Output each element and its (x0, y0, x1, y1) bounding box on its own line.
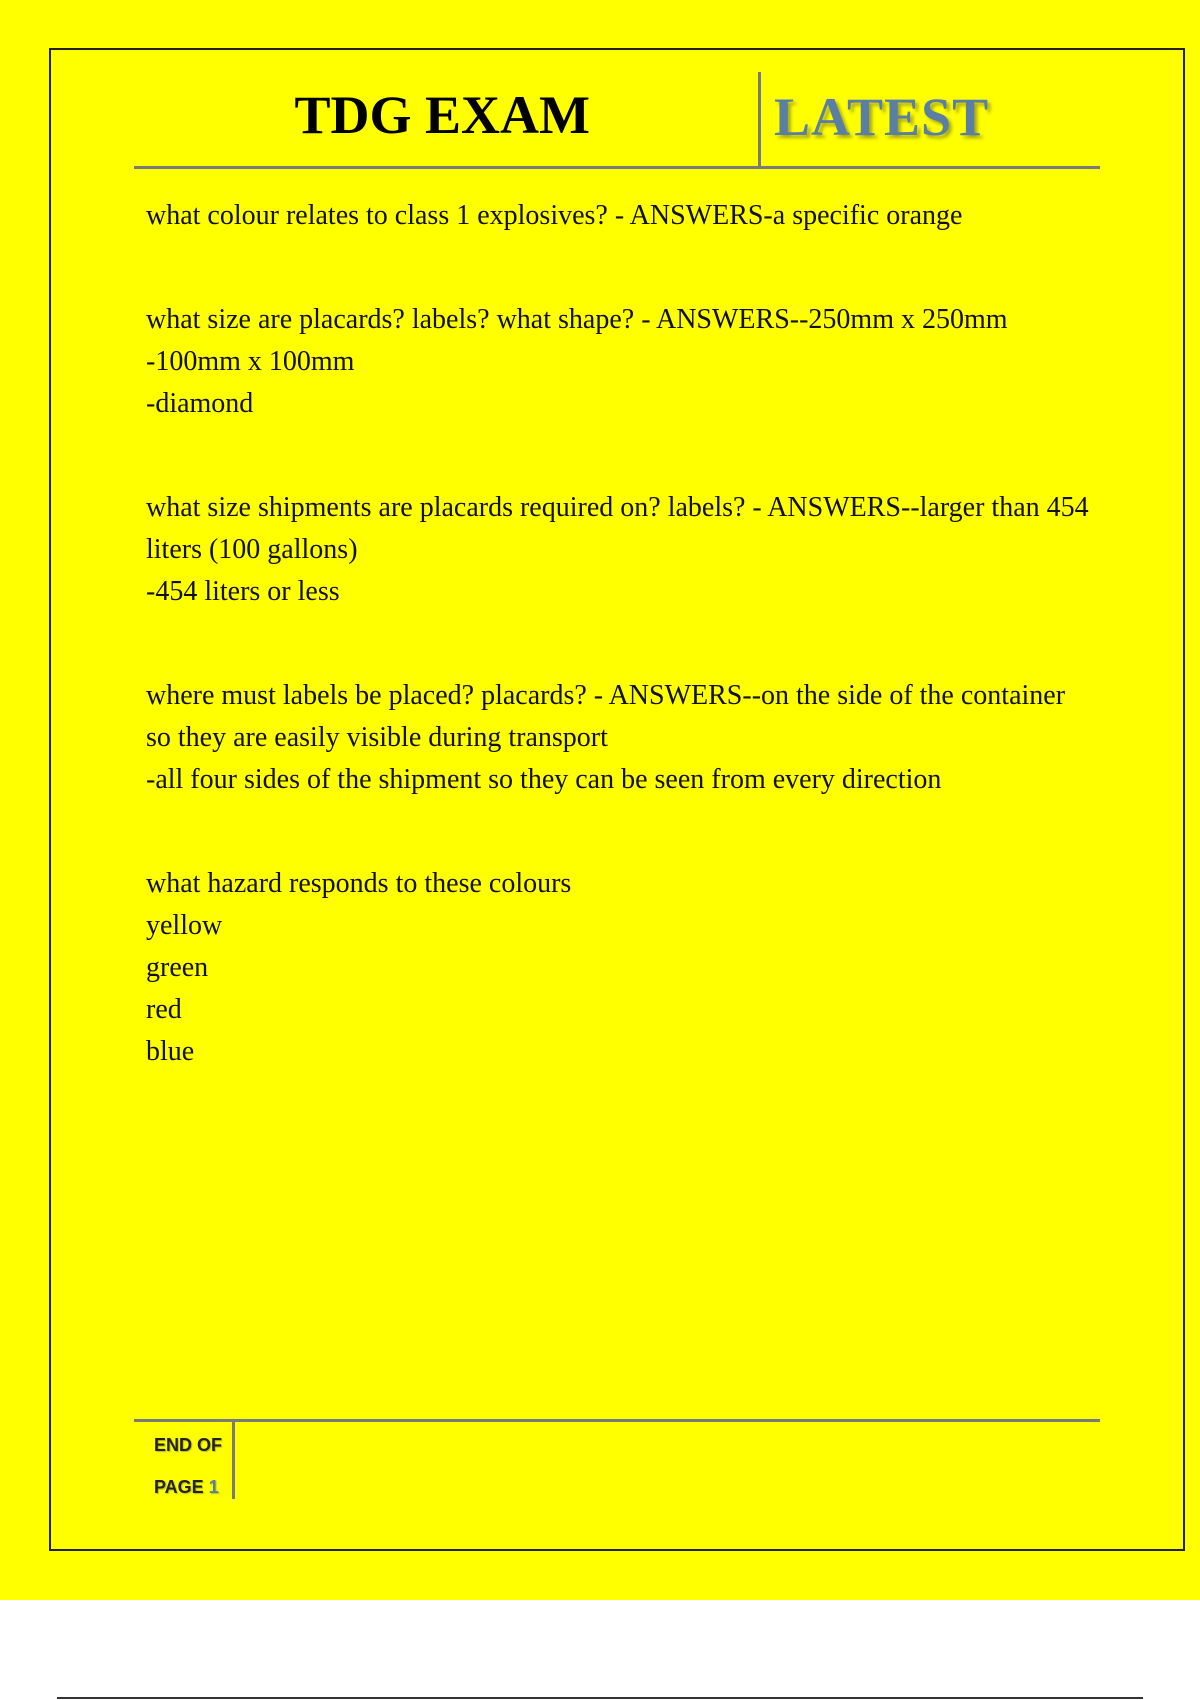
question-text: what size shipments are placards required on? labels? - ANSWERS--larger than 454 liters (100 gallons) (146, 492, 1089, 565)
question-block (146, 675, 1096, 801)
footer-end-of: END OF (154, 1435, 223, 1455)
question-text: what hazard responds to these colours (146, 868, 572, 899)
footer-page-word: PAGE (154, 1477, 204, 1497)
header-rule (134, 166, 1100, 169)
answer-detail: red (146, 994, 182, 1025)
footer-divider (232, 1421, 235, 1499)
question-text: what colour relates to class 1 explosives? - ANSWERS-a specific orange (146, 200, 963, 231)
footer-rule (134, 1419, 1100, 1422)
title-accent: LATEST (774, 87, 990, 147)
question-block (146, 195, 1096, 237)
answer-detail: yellow (146, 910, 223, 941)
answer-detail: -all four sides of the shipment so they can be seen from every direction (146, 764, 942, 795)
question-block (146, 299, 1096, 425)
footer-page-line (154, 1466, 222, 1508)
question-text: what size are placards? labels? what shape? - ANSWERS--250mm x 250mm (146, 304, 1008, 335)
answer-detail: -454 liters or less (146, 576, 340, 607)
document-header (134, 70, 1100, 166)
question-text: where must labels be placed? placards? - ANSWERS--on the side of the container so they are easily visible during transport (146, 680, 1066, 753)
bottom-rule (57, 1697, 1143, 1699)
answer-detail: blue (146, 1036, 195, 1067)
question-block (146, 487, 1096, 613)
answer-detail: -diamond (146, 388, 254, 419)
title-divider (758, 72, 761, 166)
answer-detail: -100mm x 100mm (146, 346, 355, 377)
page-number: 1 (208, 1477, 219, 1497)
question-list (146, 195, 1096, 1093)
question-block (146, 863, 1096, 1073)
answer-detail: green (146, 952, 209, 983)
page-footer (154, 1424, 222, 1508)
title-main: TDG EXAM (294, 85, 590, 145)
